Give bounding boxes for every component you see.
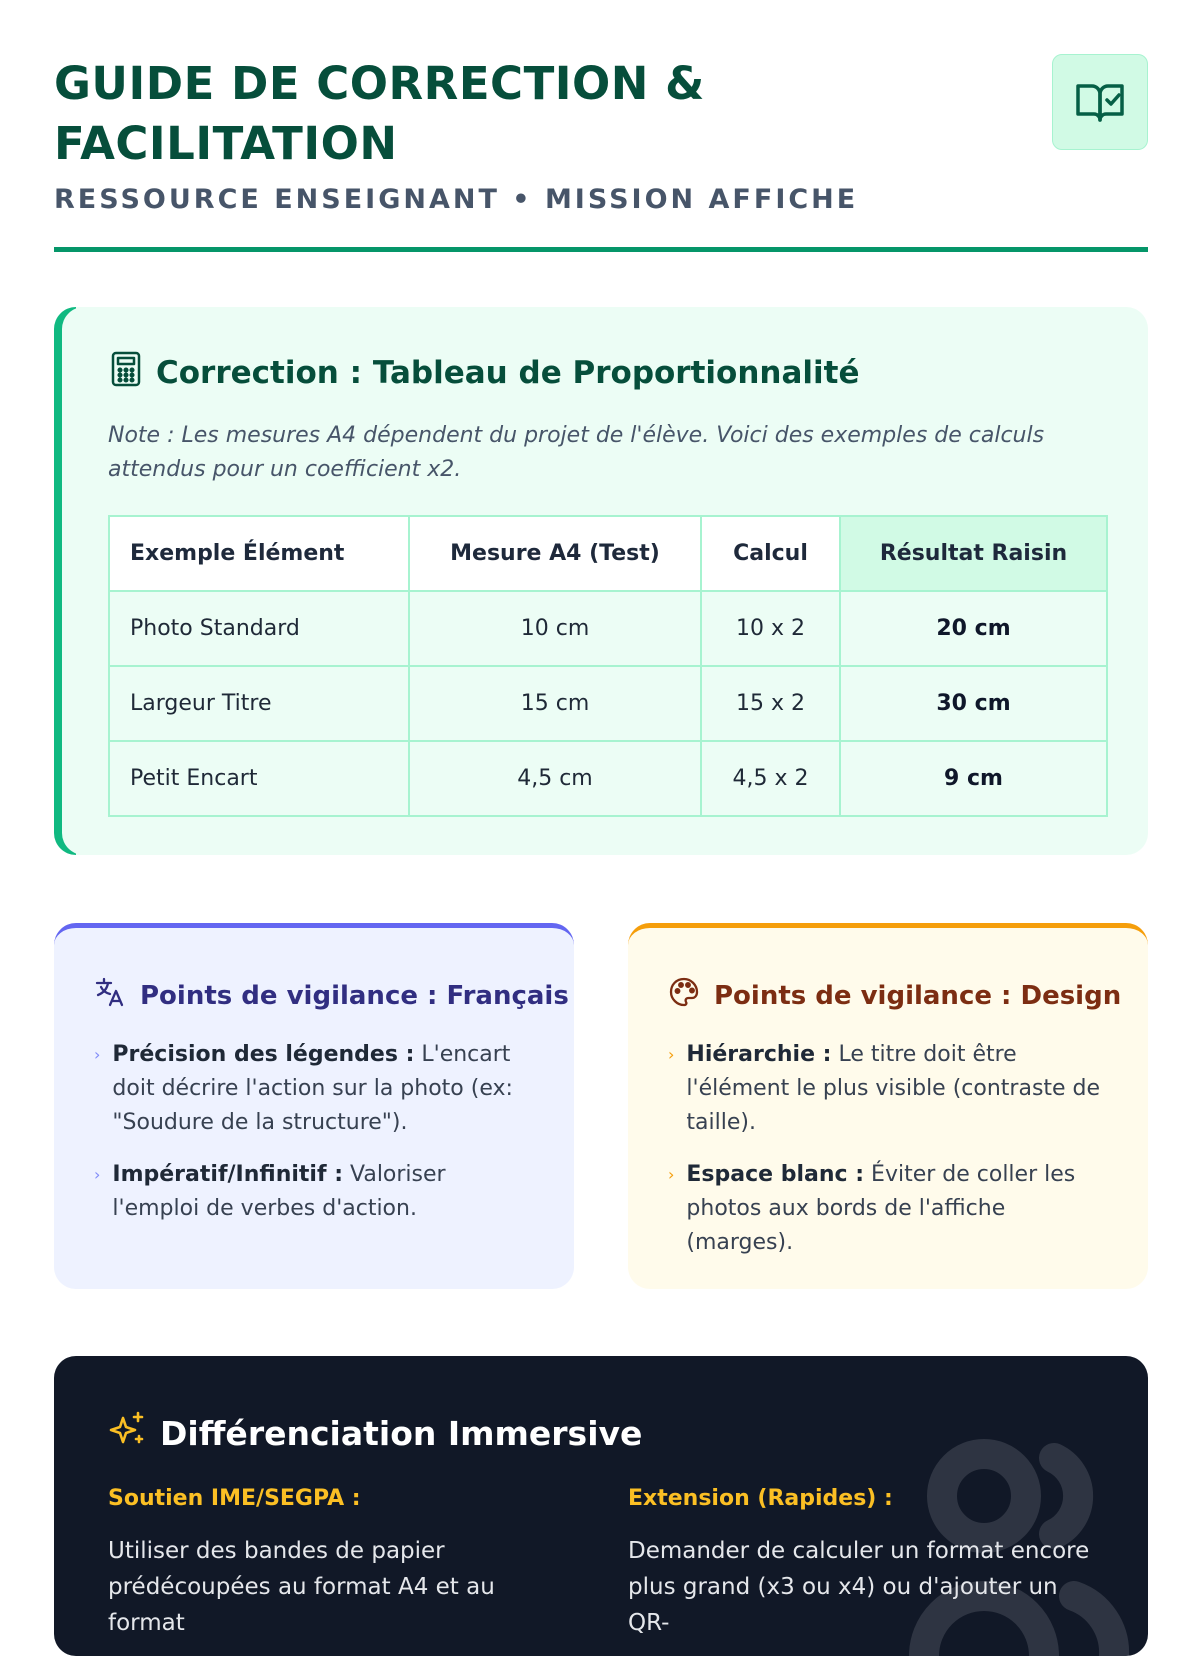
book-check-icon [1052,54,1148,150]
correction-title: Correction : Tableau de Proportionnalité [156,355,860,391]
item-text: Éviter de coller les photos aux bords de l'affiche (marges). [686,1162,1076,1255]
table-row [109,591,1107,666]
table-cell: 30 cm [840,666,1107,741]
table-row [109,666,1107,741]
table-cell: 4,5 cm [409,741,701,816]
table-cell: 20 cm [840,591,1107,666]
differenciation-card [54,1356,1148,1656]
differenciation-title: Différenciation Immersive [160,1413,643,1453]
item-label: Précision des légendes : [112,1042,415,1067]
list-item [668,1038,1108,1140]
chevron-right-icon: › [668,1165,675,1184]
extension-column [628,1486,1098,1641]
soutien-title: Soutien IME/SEGPA : [108,1486,361,1511]
table-cell: Largeur Titre [109,666,409,741]
francais-heading [94,976,569,1015]
design-heading [668,976,1121,1015]
table-header-cell: Mesure A4 (Test) [409,516,701,591]
proportion-table [108,515,1108,817]
soutien-text: Utiliser des bandes de papier prédécoupées au format A4 et au format [108,1538,495,1636]
item-text: Valoriser l'emploi de verbes d'action. [112,1162,446,1221]
list-item [94,1038,534,1140]
soutien-column [108,1486,578,1641]
page-header [54,54,1148,215]
table-header-cell: Calcul [701,516,840,591]
francais-card [54,923,574,1289]
table-row [109,741,1107,816]
table-cell: Photo Standard [109,591,409,666]
table-cell: Petit Encart [109,741,409,816]
table-cell: 10 x 2 [701,591,840,666]
table-cell: 4,5 x 2 [701,741,840,816]
translate-icon [94,976,126,1015]
extension-title: Extension (Rapides) : [628,1486,893,1511]
table-header-cell: Résultat Raisin [840,516,1107,591]
table-header-row [109,516,1107,591]
item-text: Le titre doit être l'élément le plus visible (contraste de taille). [686,1042,1101,1135]
header-divider [54,247,1148,252]
design-card [628,923,1148,1289]
sparkles-icon [108,1410,146,1456]
page-title-line-2: FACILITATION [54,117,398,170]
correction-card [54,307,1148,855]
item-label: Espace blanc : [686,1162,865,1187]
table-cell: 15 cm [409,666,701,741]
table-cell: 9 cm [840,741,1107,816]
design-list [668,1038,1108,1278]
table-header-cell: Exemple Élément [109,516,409,591]
page-title [54,54,1148,174]
list-item [94,1158,534,1226]
table-cell: 15 x 2 [701,666,840,741]
design-title: Points de vigilance : Design [714,980,1122,1011]
item-label: Impératif/Infinitif : [112,1162,343,1187]
differenciation-heading [108,1410,642,1456]
correction-heading [110,351,860,395]
chevron-right-icon: › [94,1045,101,1064]
item-text: L'encart doit décrire l'action sur la photo (ex: "Soudure de la structure"). [112,1042,513,1135]
table-cell: 10 cm [409,591,701,666]
item-label: Hiérarchie : [686,1042,832,1067]
list-item [668,1158,1108,1260]
calculator-icon [110,351,142,395]
chevron-right-icon: › [668,1045,675,1064]
francais-title: Points de vigilance : Français [140,980,569,1011]
palette-icon [668,976,700,1015]
page-title-line-1: GUIDE DE CORRECTION & [54,57,705,110]
chevron-right-icon: › [94,1165,101,1184]
extension-text: Demander de calculer un format encore plus grand (x3 ou x4) ou d'ajouter un QR- [628,1538,1090,1636]
correction-note: Note : Les mesures A4 dépendent du projet de l'élève. Voici des exemples de calculs attendus pour un coefficient x2. [108,423,1045,482]
page-subtitle: RESSOURCE ENSEIGNANT • MISSION AFFICHE [54,184,859,215]
francais-list [94,1038,534,1244]
